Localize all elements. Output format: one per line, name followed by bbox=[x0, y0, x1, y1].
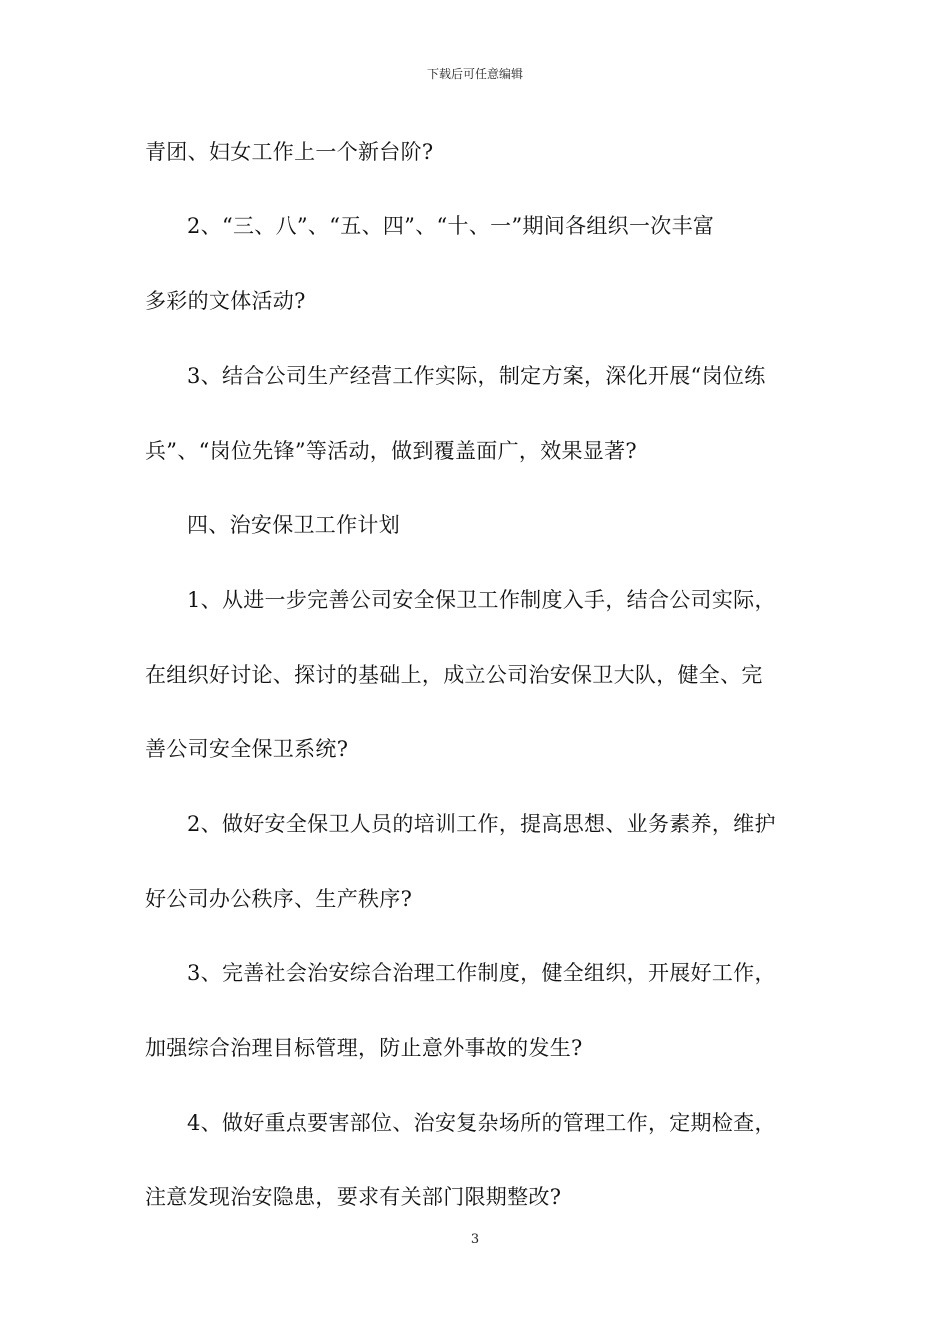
text-line: 多彩的文体活动? bbox=[145, 289, 306, 313]
text-line: 善公司安全保卫系统? bbox=[145, 737, 349, 761]
text-line: 加强综合治理目标管理，防止意外事故的发生? bbox=[145, 1036, 583, 1060]
text-line: 注意发现治安隐患，要求有关部门限期整改? bbox=[145, 1185, 562, 1209]
text-line: 3、完善社会治安综合治理工作制度，健全组织，开展好工作， bbox=[187, 961, 776, 985]
text-line: 好公司办公秩序、生产秩序? bbox=[145, 887, 413, 911]
page-header-note: 下载后可任意编辑 bbox=[426, 67, 523, 81]
text-line: 2、做好安全保卫人员的培训工作，提高思想、业务素养，维护 bbox=[187, 812, 776, 836]
text-line: 兵”、“岗位先锋”等活动，做到覆盖面广，效果显著? bbox=[145, 439, 637, 463]
text-line: 2、“三、八”、“五、四”、“十、一”期间各组织一次丰富 bbox=[187, 214, 715, 238]
section-heading: 四、治安保卫工作计划 bbox=[187, 513, 400, 537]
page-number: 3 bbox=[470, 1232, 480, 1247]
text-line: 青团、妇女工作上一个新台阶? bbox=[145, 140, 434, 164]
text-line: 3、结合公司生产经营工作实际，制定方案，深化开展“岗位练 bbox=[187, 364, 766, 388]
text-line: 在组织好讨论、探讨的基础上，成立公司治安保卫大队，健全、完 bbox=[145, 663, 763, 687]
text-line: 1、从进一步完善公司安全保卫工作制度入手，结合公司实际， bbox=[187, 588, 776, 612]
text-line: 4、做好重点要害部位、治安复杂场所的管理工作，定期检查， bbox=[187, 1111, 776, 1135]
